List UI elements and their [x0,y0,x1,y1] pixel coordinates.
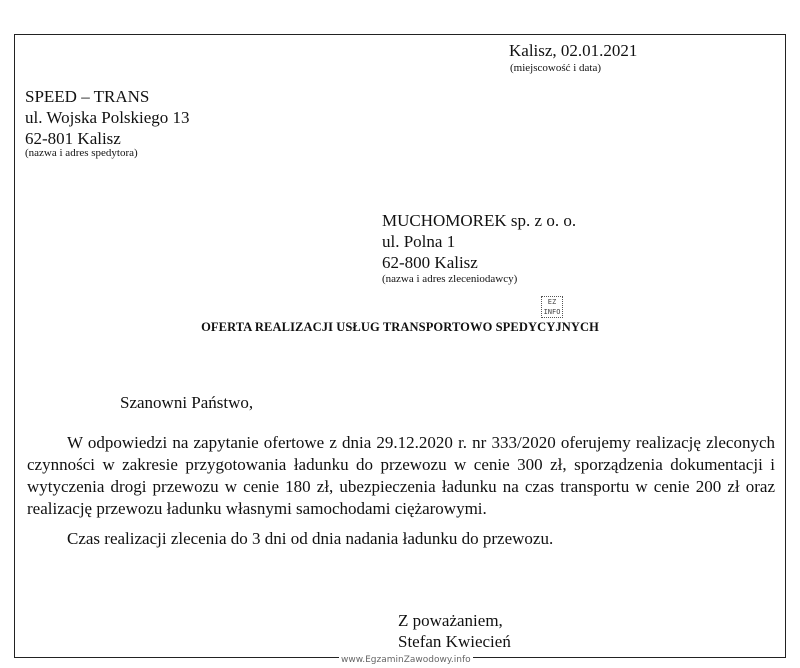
sender-caption: (nazwa i adres spedytora) [25,147,138,159]
stamp-line-2: INFO [543,308,561,316]
closing-block [398,610,511,652]
sender-name: SPEED – TRANS [25,87,150,106]
stamp-line-1: EZ [547,298,557,306]
sender-address-block [25,86,190,149]
recipient-street: ul. Polna 1 [382,232,456,251]
recipient-address-block [382,210,576,273]
greeting: Szanowni Państwo, [120,393,254,412]
recipient-caption: (nazwa i adres zleceniodawcy) [382,273,518,285]
date-caption: (miejscowość i data) [510,62,602,74]
recipient-name: MUCHOMOREK sp. z o. o. [382,211,577,230]
completion-time-paragraph: Czas realizacji zlecenia do 3 dni od dnia nadania ładunku do przewozu. [67,529,554,548]
recipient-city: 62-800 Kalisz [382,253,478,272]
closing-regards: Z poważaniem, [398,611,503,630]
sender-street: ul. Wojska Polskiego 13 [25,108,190,127]
signature-name: Stefan Kwiecień [398,632,511,651]
sender-city: 62-801 Kalisz [25,129,121,148]
info-stamp-icon [541,296,563,318]
offer-paragraph: W odpowiedzi na zapytanie ofertowe z dnia 29.12.2020 r. nr 333/2020 oferujemy realizację zleconych czynności w zakresie przygotowania ładunku do przewozu w cenie 300 zł, sporządzenia dokumentacji i wytyczenia drogi przewozu w cenie 180 zł, ubezpieczenia ładunku na czas transportu w cenie 200 zł oraz realizację przewozu ładunku własnymi samochodami ciężarowymi. [27,433,775,518]
document-date: Kalisz, 02.01.2021 [509,41,638,60]
site-watermark: www.EgzaminZawodowy.info [341,655,471,665]
document-title: OFERTA REALIZACJI USŁUG TRANSPORTOWO SPEDYCYJNYCH [201,320,599,334]
